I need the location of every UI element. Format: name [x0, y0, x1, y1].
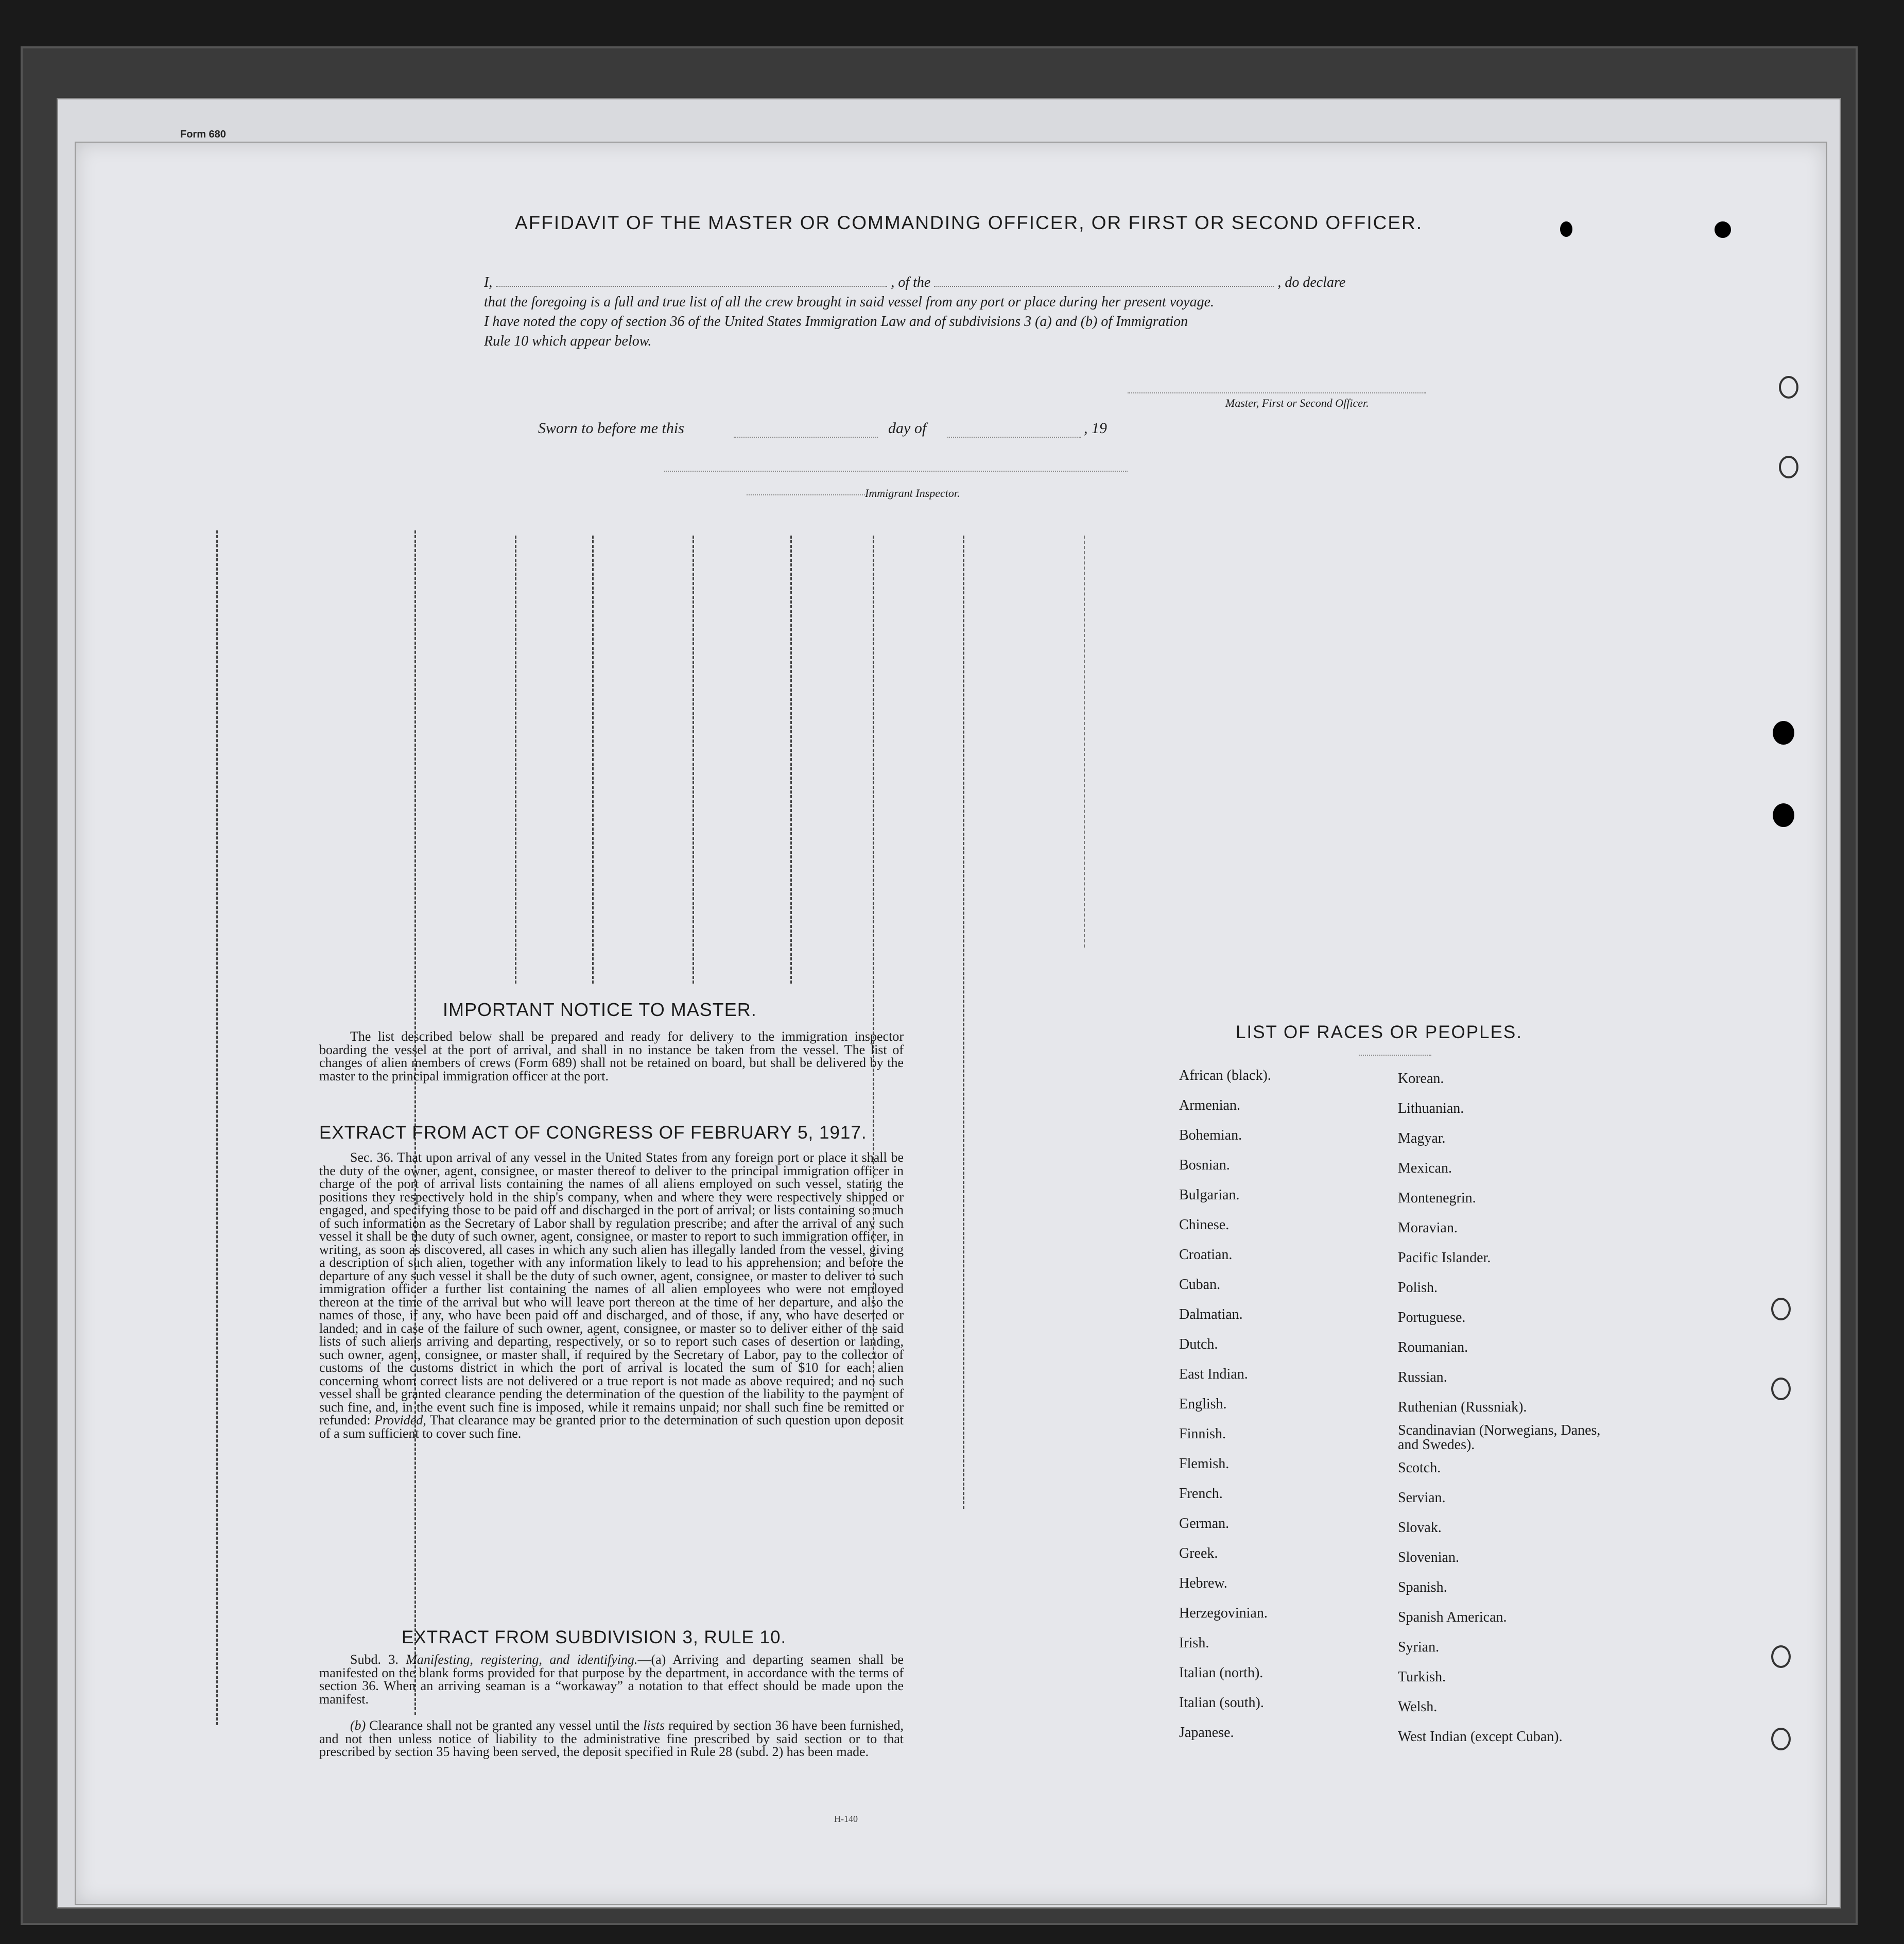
- race-item: Japanese.: [1179, 1725, 1234, 1741]
- binder-hole: [1771, 1378, 1791, 1400]
- race-item: Croatian.: [1179, 1247, 1233, 1263]
- binder-hole: [1771, 1728, 1791, 1750]
- rule-subd-b: [319, 1719, 904, 1759]
- race-item: Scotch.: [1398, 1460, 1441, 1476]
- binder-hole-punched: [1773, 721, 1794, 745]
- race-item: Bulgarian.: [1179, 1187, 1240, 1203]
- binder-hole: [1779, 456, 1798, 478]
- sworn-day-of: day of: [888, 420, 927, 437]
- race-item: English.: [1179, 1396, 1227, 1412]
- inspector-dotted-lead: [747, 493, 865, 495]
- column-rule: [790, 536, 792, 984]
- race-item: Herzegovinian.: [1179, 1605, 1268, 1621]
- races-right-column: [1398, 1064, 1614, 1752]
- binder-hole-punched: [1773, 803, 1794, 827]
- race-item: Moravian.: [1398, 1220, 1458, 1236]
- race-item: Korean.: [1398, 1071, 1444, 1087]
- race-item: East Indian.: [1179, 1366, 1248, 1382]
- races-left-column: [1179, 1061, 1271, 1748]
- race-item: Dutch.: [1179, 1336, 1218, 1352]
- notice-text: The list described below shall be prepared and ready for delivery to the immigration inspector boarding the vessel at the port of arrival, and shall in no instance be taken from the vessel. The list of changes of alien members of crews (Form 689) shall not be retained on board, but shall be delivered by the master to the principal immigration officer at the port.: [319, 1029, 904, 1083]
- race-item: Bosnian.: [1179, 1157, 1230, 1173]
- inspector-caption: Immigrant Inspector.: [865, 487, 960, 500]
- subd-heading: Manifesting, registering, and identifying.: [406, 1652, 638, 1667]
- race-item: Armenian.: [1179, 1097, 1240, 1113]
- name-blank: [496, 284, 887, 287]
- form-number: Form 680: [180, 129, 226, 140]
- subd-b-lists: lists: [643, 1718, 665, 1733]
- subd-b-text-1: Clearance shall not be granted any vessel until the: [369, 1718, 640, 1733]
- race-item: Servian.: [1398, 1490, 1446, 1506]
- race-item: Montenegrin.: [1398, 1190, 1476, 1206]
- act-extract-title: EXTRACT FROM ACT OF CONGRESS OF FEBRUARY 5, 1917.: [319, 1123, 867, 1143]
- punch-mark: [1715, 221, 1731, 238]
- race-item: Flemish.: [1179, 1456, 1230, 1472]
- provided-word: Provided,: [374, 1413, 426, 1427]
- vessel-blank: [934, 284, 1274, 287]
- affidavit-title: AFFIDAVIT OF THE MASTER OR COMMANDING OFFICER, OR FIRST OR SECOND OFFICER.: [515, 212, 1423, 233]
- race-item: Italian (south).: [1179, 1695, 1264, 1711]
- race-item: Slovak.: [1398, 1520, 1442, 1536]
- column-rule: [1084, 536, 1085, 948]
- race-item: Syrian.: [1398, 1639, 1440, 1655]
- race-item: Spanish American.: [1398, 1609, 1507, 1625]
- race-item: Dalmatian.: [1179, 1306, 1243, 1322]
- declaration-line-4: Rule 10 which appear below.: [484, 333, 652, 349]
- race-item: Irish.: [1179, 1635, 1209, 1651]
- race-item: West Indian (except Cuban).: [1398, 1729, 1563, 1745]
- race-item: Mexican.: [1398, 1160, 1452, 1176]
- race-item: Chinese.: [1179, 1217, 1230, 1233]
- races-title-rule: [1359, 1055, 1431, 1056]
- master-signature-caption: Master, First or Second Officer.: [1225, 397, 1369, 409]
- race-item: Welsh.: [1398, 1699, 1438, 1715]
- sworn-start: Sworn to before me this: [538, 420, 684, 437]
- sworn-day-blank: [734, 437, 878, 438]
- binder-hole: [1771, 1298, 1791, 1320]
- race-item: Finnish.: [1179, 1426, 1226, 1442]
- race-item: Hebrew.: [1179, 1575, 1227, 1591]
- subd-label: Subd. 3.: [350, 1652, 399, 1667]
- column-rule: [515, 536, 516, 984]
- section-36-body: That upon arrival of any vessel in the United States from any foreign port or place it shall be the duty of the owner, agent, consignee, or master thereof to deliver to the principal immigration officer in charge of the port of arrival lists containing the names of all aliens employed on such vessel, stating the positions they respectively hold in the ship's company, when and where they were respectively shipped or engaged, and specifying those to be paid off and discharged in the port of arrival; or lists containing so much of such information as the Secretary of Labor shall by regulation prescribe; and after the arrival of any such vessel it shall be the duty of such owner, agent, consignee, or master to report to such immigration officer, in writing, as soon as discovered, all cases in which any such alien has illegally landed from the vessel, giving a description of such alien, together with any information likely to lead to his apprehension; and before the departure of any such vessel it shall be the duty of such owner, agent, consignee, or master to deliver to such immigration officer a further list containing the names of all alien employees who were not employed thereon at the time of the arrival but who will leave port thereon at the time of her departure, and also the names of those, if any, who have been paid off and discharged, and of those, if any, who have deserted or landed; and in case of the failure of such owner, agent, consignee, or master so to deliver either of the said lists of such aliens arriving and departing, respectively, or so to report such cases of desertion or landing, such owner, agent, consignee, or master shall, if required by the Secretary of Labor, pay to the collector of customs of the customs district in which the port of arrival is located the sum of $10 for each alien concerning whom correct lists are not delivered or a true report is not made as above required; and no such vessel shall be granted clearance pending the determination of the question of the liability to the payment of such fine, and, in the event such fine is imposed, while it remains unpaid; nor shall such fine be remitted or refunded:: [319, 1150, 904, 1427]
- print-code: H-140: [834, 1814, 858, 1824]
- master-signature-line: [1128, 391, 1426, 393]
- rule-extract-title: EXTRACT FROM SUBDIVISION 3, RULE 10.: [402, 1627, 787, 1647]
- binder-hole: [1771, 1645, 1791, 1668]
- race-item: Ruthenian (Russniak).: [1398, 1399, 1527, 1415]
- race-item: Lithuanian.: [1398, 1100, 1464, 1116]
- race-item: Pacific Islander.: [1398, 1250, 1491, 1266]
- subd-b-text-2: required by section 36 have been furnished, and not then unless notice of liability to the administrative fine prescribed by said section or to that prescribed by section 35 having been served, the deposit specified in Rule 28 (subd. 2) has been made.: [319, 1718, 904, 1759]
- sworn-year: , 19: [1084, 420, 1107, 437]
- race-item: French.: [1179, 1486, 1223, 1502]
- column-rule: [693, 536, 694, 984]
- race-item: German.: [1179, 1516, 1230, 1532]
- race-item: Cuban.: [1179, 1277, 1221, 1293]
- race-item: Roumanian.: [1398, 1339, 1468, 1355]
- notice-title: IMPORTANT NOTICE TO MASTER.: [443, 999, 757, 1020]
- section-label: Sec. 36.: [350, 1150, 394, 1165]
- race-item: Turkish.: [1398, 1669, 1446, 1685]
- race-item: Magyar.: [1398, 1130, 1446, 1146]
- declaration-do-declare: , do declare: [1277, 274, 1346, 290]
- races-title: LIST OF RACES OR PEOPLES.: [1236, 1022, 1523, 1042]
- subd-b-label: (b): [350, 1718, 366, 1733]
- race-item: Greek.: [1179, 1545, 1218, 1561]
- column-rule: [592, 536, 594, 984]
- punch-mark: [1560, 221, 1572, 237]
- race-item: Polish.: [1398, 1280, 1438, 1296]
- subd-a-text: —(a) Arriving and departing seamen shall be manifested on the blank forms provided for that purpose by the department, in accordance with the terms of section 36. When an arriving seaman is a “workaway” a notation to that effect should be made upon the manifest.: [319, 1652, 904, 1707]
- race-item: Scandinavian (Norwegians, Danes, and Swedes).: [1398, 1422, 1601, 1453]
- race-item: Portuguese.: [1398, 1310, 1466, 1326]
- inspector-signature-line: [664, 470, 1128, 472]
- race-item: Italian (north).: [1179, 1665, 1263, 1681]
- rule-subd-a: [319, 1653, 904, 1706]
- declaration-line-1: [484, 273, 1452, 293]
- race-item: Slovenian.: [1398, 1550, 1459, 1565]
- column-rule: [963, 536, 964, 1509]
- act-extract-text: [319, 1151, 904, 1440]
- column-rule: [216, 530, 218, 1725]
- declaration-line-2: that the foregoing is a full and true list of all the crew brought in said vessel from any port or place during her present voyage.: [484, 294, 1215, 310]
- declaration-i: I,: [484, 274, 493, 290]
- binder-hole: [1779, 376, 1798, 399]
- section-36-end: That clearance may be granted prior to the determination of such question upon deposit of a sum sufficient to cover such fine.: [319, 1413, 904, 1441]
- sworn-month-blank: [947, 437, 1081, 438]
- affidavit-declaration: [484, 273, 1452, 351]
- declaration-line-3: I have noted the copy of section 36 of the United States Immigration Law and of subdivisions 3 (a) and (b) of Immigration: [484, 314, 1188, 330]
- declaration-of-the: , of the: [891, 274, 931, 290]
- race-item: Russian.: [1398, 1369, 1447, 1385]
- race-item: Spanish.: [1398, 1579, 1447, 1595]
- race-item: Bohemian.: [1179, 1127, 1242, 1143]
- race-item: African (black).: [1179, 1068, 1271, 1083]
